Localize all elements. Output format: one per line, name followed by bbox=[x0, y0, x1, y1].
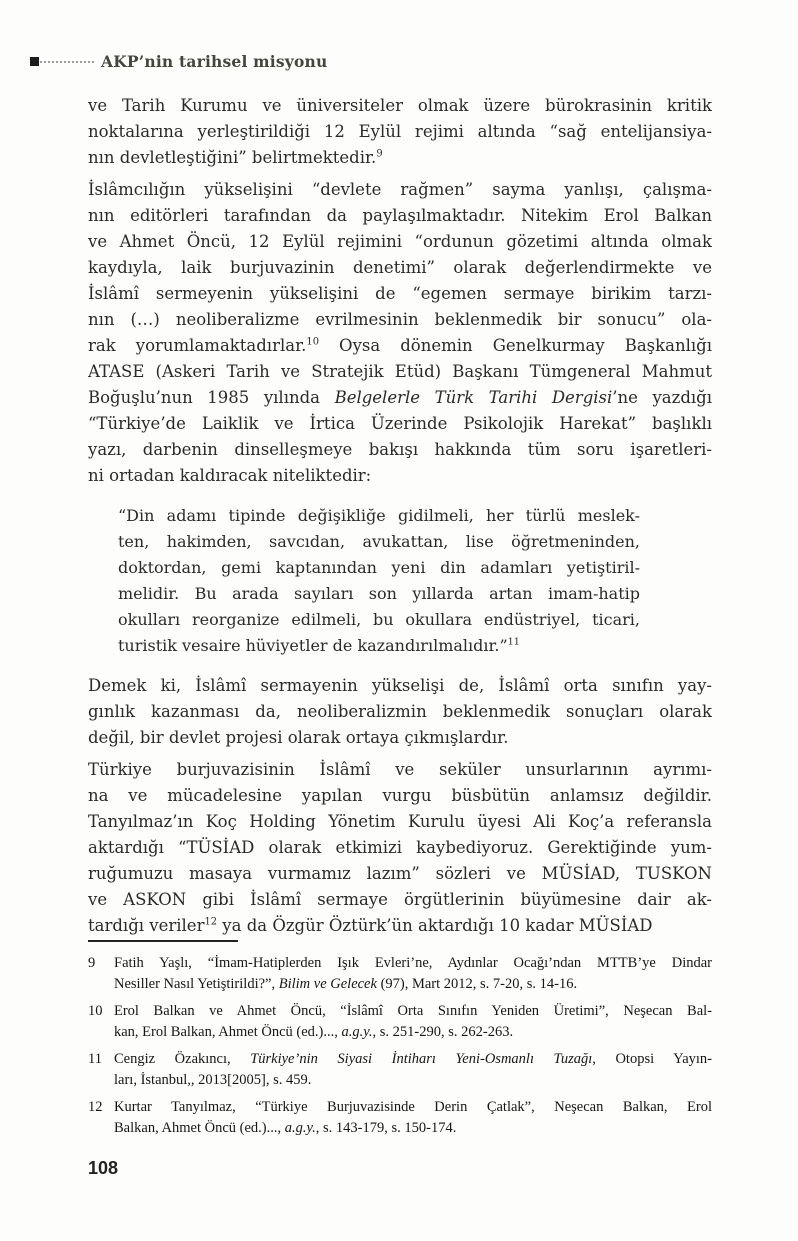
text-line bbox=[88, 333, 712, 359]
text-line bbox=[88, 385, 712, 411]
footnote-number: 10 bbox=[88, 1003, 103, 1019]
running-head-title: AKP’nin tarihsel misyonu bbox=[101, 52, 328, 71]
text-run: , s. 143-179, s. 150-174. bbox=[315, 1120, 457, 1136]
footnote-text bbox=[114, 1001, 712, 1043]
footnote-number: 12 bbox=[88, 1099, 103, 1115]
text-line bbox=[88, 835, 712, 861]
text-run: , Otopsi Yayın- bbox=[592, 1051, 712, 1067]
footnote-number: 11 bbox=[88, 1051, 102, 1067]
text-run: turistik vesaire hüviyetler de kazandırılmalıdır.” bbox=[118, 636, 508, 655]
text-run: nın (…) neoliberalizme evrilmesinin beklenmedik bir sonucu” ola- bbox=[88, 310, 712, 329]
text-line bbox=[118, 581, 640, 607]
text-line bbox=[114, 953, 712, 974]
text-run: kan, Erol Balkan, Ahmet Öncü (ed.)..., bbox=[114, 1024, 342, 1040]
text-run: ruğumuzu masaya vurmamız lazım” sözleri ve MÜSİAD, TUSKON bbox=[88, 864, 712, 883]
text-line bbox=[114, 1001, 712, 1022]
text-run: Demek ki, İslâmî sermayenin yükselişi de, İslâmî orta sınıfın yay- bbox=[88, 676, 712, 695]
text-line bbox=[88, 437, 712, 463]
dotted-leader bbox=[40, 61, 94, 63]
text-line bbox=[88, 887, 712, 913]
body-text bbox=[88, 93, 712, 941]
text-run: Türkiye burjuvazisinin İslâmî ve seküler unsurlarının ayrımı- bbox=[88, 760, 712, 779]
text-line bbox=[114, 1097, 712, 1118]
footnote-item bbox=[88, 953, 712, 995]
text-run: değil, bir devlet projesi olarak ortaya çıkmışlardır. bbox=[88, 728, 509, 747]
text-line bbox=[118, 607, 640, 633]
text-run: yazı, darbenin dinselleşmeye bakışı hakkında tüm soru işaretleri- bbox=[88, 440, 712, 459]
text-run: ’ne yazdığı bbox=[612, 388, 712, 407]
text-line bbox=[114, 1049, 712, 1070]
text-run: “Din adamı tipinde değişikliğe gidilmeli, her türlü meslek- bbox=[118, 506, 640, 525]
paragraph bbox=[88, 177, 712, 489]
text-run: noktalarına yerleştirildiği 12 Eylül rejimi altında “sağ entelijansiya- bbox=[88, 122, 712, 141]
text-line bbox=[114, 1022, 712, 1043]
text-run: Erol Balkan ve Ahmet Öncü, “İslâmî Orta Sınıfın Yeniden Üretimi”, Neşecan Bal- bbox=[114, 1003, 712, 1019]
text-line bbox=[88, 203, 712, 229]
text-line bbox=[88, 861, 712, 887]
text-line bbox=[88, 229, 712, 255]
text-line bbox=[88, 673, 712, 699]
text-run: gınlık kazanması da, neoliberalizmin beklenmedik sonuçları olarak bbox=[88, 702, 712, 721]
text-line bbox=[88, 359, 712, 385]
footnote-text bbox=[114, 1049, 712, 1091]
text-line bbox=[88, 177, 712, 203]
text-run: nın devletleştiğini” belirtmektedir. bbox=[88, 148, 377, 167]
text-line bbox=[118, 503, 640, 529]
italic-text: a.g.y. bbox=[341, 1024, 373, 1040]
text-run: “Türkiye’de Laiklik ve İrtica Üzerinde Psikolojik Harekat” başlıklı bbox=[88, 414, 712, 433]
square-bullet-icon bbox=[30, 57, 39, 66]
blockquote bbox=[118, 503, 640, 659]
text-line bbox=[88, 725, 712, 751]
footnote-item bbox=[88, 1049, 712, 1091]
text-run: Kurtar Tanyılmaz, “Türkiye Burjuvazisinde Derin Çatlak”, Neşecan Balkan, Erol bbox=[114, 1099, 712, 1115]
text-run: ni ortadan kaldıracak niteliktedir: bbox=[88, 466, 372, 485]
text-line bbox=[88, 411, 712, 437]
text-run: rak yorumlamaktadırlar. bbox=[88, 336, 307, 355]
text-run: Fatih Yaşlı, “İmam-Hatiplerden Işık Evleri’ne, Aydınlar Ocağı’ndan MTTB’ye Dindar bbox=[114, 955, 712, 971]
text-line bbox=[114, 1118, 712, 1139]
text-run: Oysa dönemin Genelkurmay Başkanlığı bbox=[319, 336, 712, 355]
footnote-item bbox=[88, 1001, 712, 1043]
text-line bbox=[118, 633, 640, 659]
text-run: (97), Mart 2012, s. 7-20, s. 14-16. bbox=[376, 976, 578, 992]
paragraph bbox=[88, 757, 712, 939]
footnote-text bbox=[114, 1097, 712, 1139]
footnotes-section bbox=[88, 953, 712, 1145]
text-line bbox=[88, 699, 712, 725]
text-run: na ve mücadelesine yapılan vurgu büsbütün anlamsız değildir. bbox=[88, 786, 712, 805]
text-line bbox=[118, 555, 640, 581]
italic-text: Belgelerle Türk Tarihi Dergisi bbox=[334, 388, 613, 407]
text-line bbox=[114, 974, 712, 995]
text-line bbox=[88, 463, 712, 489]
footnote-item bbox=[88, 1097, 712, 1139]
text-run: ları, İstanbul,, 2013[2005], s. 459. bbox=[114, 1072, 312, 1088]
text-run: nın editörleri tarafından da paylaşılmaktadır. Nitekim Erol Balkan bbox=[88, 206, 712, 225]
paragraph bbox=[88, 93, 712, 171]
paragraph bbox=[88, 673, 712, 751]
text-line bbox=[118, 529, 640, 555]
page-number: 108 bbox=[88, 1158, 119, 1178]
text-run: Nesiller Nasıl Yetiştirildi?”, bbox=[114, 976, 279, 992]
text-run: ve ASKON gibi İslâmî sermaye örgütlerinin büyümesine dair ak- bbox=[88, 890, 712, 909]
italic-text: Bilim ve Gelecek bbox=[278, 976, 377, 992]
text-run: okulları reorganize edilmeli, bu okullara endüstriyel, ticari, bbox=[118, 610, 640, 629]
footnote-divider bbox=[88, 940, 238, 942]
text-run: İslâmcılığın yükselişini “devlete rağmen” sayma yanlışı, çalışma- bbox=[88, 180, 712, 199]
text-line bbox=[88, 255, 712, 281]
text-run: aktardığı “TÜSİAD olarak etkimizi kaybediyoruz. Gerektiğinde yum- bbox=[88, 838, 712, 857]
text-run: melidir. Bu arada sayıları son yıllarda artan imam-hatip bbox=[118, 584, 640, 603]
text-run: ya da Özgür Öztürk’ün aktardığı 10 kadar MÜSİAD bbox=[217, 916, 653, 935]
footnote-ref: 11 bbox=[507, 636, 520, 648]
text-run: ve Ahmet Öncü, 12 Eylül rejimini “ordunun gözetimi altında olmak bbox=[88, 232, 712, 251]
text-line bbox=[88, 809, 712, 835]
text-run: , s. 251-290, s. 262-263. bbox=[372, 1024, 514, 1040]
italic-text: a.g.y. bbox=[284, 1120, 316, 1136]
text-line bbox=[88, 307, 712, 333]
text-run: Tanyılmaz’ın Koç Holding Yönetim Kurulu üyesi Ali Koç’a referansla bbox=[88, 812, 712, 831]
text-run: ATASE (Askeri Tarih ve Stratejik Etüd) Başkanı Tümgeneral Mahmut bbox=[88, 362, 712, 381]
text-line bbox=[88, 93, 712, 119]
footnote-ref: 10 bbox=[306, 336, 319, 348]
text-line bbox=[88, 119, 712, 145]
text-line bbox=[88, 757, 712, 783]
text-line bbox=[88, 783, 712, 809]
text-run: ten, hakimden, savcıdan, avukattan, lise öğretmeninden, bbox=[118, 532, 640, 551]
text-run: Boğuşlu’nun 1985 yılında bbox=[88, 388, 335, 407]
footnote-ref: 12 bbox=[204, 916, 218, 928]
footnote-text bbox=[114, 953, 712, 995]
text-run: kaydıyla, laik burjuvazinin denetimi” olarak değerlendirmekte ve bbox=[88, 258, 712, 277]
text-run: doktordan, gemi kaptanından yeni din adamları yetiştiril- bbox=[118, 558, 640, 577]
italic-text: Türkiye’nin Siyasi İntiharı Yeni-Osmanlı Tuzağı bbox=[250, 1051, 593, 1067]
text-run: Balkan, Ahmet Öncü (ed.)..., bbox=[114, 1120, 285, 1136]
text-run: İslâmî sermeyenin yükselişini de “egemen sermaye birikim tarzı- bbox=[88, 284, 712, 303]
text-run: ve Tarih Kurumu ve üniversiteler olmak üzere bürokrasinin kritik bbox=[88, 96, 712, 115]
text-run: tardığı veriler bbox=[88, 916, 205, 935]
text-line bbox=[88, 281, 712, 307]
footnote-ref: 9 bbox=[376, 148, 383, 160]
running-head bbox=[30, 52, 327, 71]
text-line bbox=[114, 1070, 712, 1091]
footnote-number: 9 bbox=[88, 955, 96, 971]
text-line bbox=[88, 145, 712, 171]
text-line bbox=[88, 913, 712, 939]
text-run: Cengiz Özakıncı, bbox=[114, 1051, 251, 1067]
